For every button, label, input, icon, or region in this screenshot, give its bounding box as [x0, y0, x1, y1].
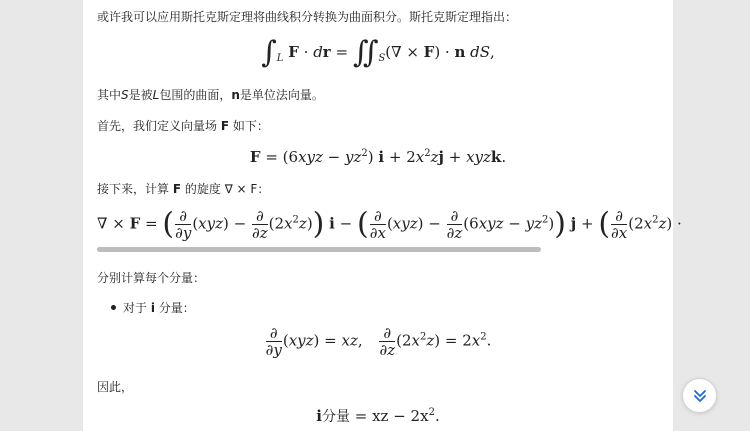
- bullet-dot: [111, 305, 116, 310]
- field-equation: $F = (6xyz - yz^2)$ $i + 2x^2zj$ + xyzk.: [249, 148, 507, 166]
- compute-components-text: 分别计算每个分量：: [97, 271, 206, 285]
- surface-definition: 其中S是被L包围的曲面，n是单位法向量。: [97, 88, 324, 102]
- i-component-result: i分量 = xz − $2x^2$.: [316, 407, 440, 425]
- define-field-text: 首先，我们定义向量场 F 如下：: [97, 119, 269, 133]
- therefore-text: 因此，: [97, 380, 134, 394]
- chat-panel: [83, 0, 682, 431]
- stokes-equation: $\int_L$ F · dr = $∬_S(\nabla \times F) \cdot n$ dS,: [261, 35, 495, 70]
- double-chevron-down-icon: [692, 388, 708, 404]
- curl-intro-text: 接下来，计算 F 的旋度 ∇ × F：: [97, 182, 270, 196]
- scroll-to-bottom-button[interactable]: [682, 378, 717, 413]
- intro-text: 或许我可以应用斯托克斯定理将曲线积分转换为曲面积分。斯托克斯定理指出：: [97, 10, 518, 24]
- bullet-i-component: 对于 i 分量：: [123, 301, 195, 315]
- horizontal-scrollbar[interactable]: [97, 247, 541, 252]
- curl-equation: ∇ × F = ( $\frac{\partial}{\partial y}$ (xyz) − $\frac{\partial}{\partial z}$ $(2x^2z)$) i − ( $\frac{\partial}{\partial x}$ (xyz) − $\frac{\partial}{\partial z}$ $(6xyz - yz^2)$) j + ( $\frac{\partial}{\partial x}$ $(2x^2z)$ ·: [97, 206, 682, 242]
- partials-equation: $\frac{\partial}{\partial y}$ (xyz) = xz, $\frac{\partial}{\partial z}$ $(2x^2z) = 2x^2$.: [265, 324, 492, 359]
